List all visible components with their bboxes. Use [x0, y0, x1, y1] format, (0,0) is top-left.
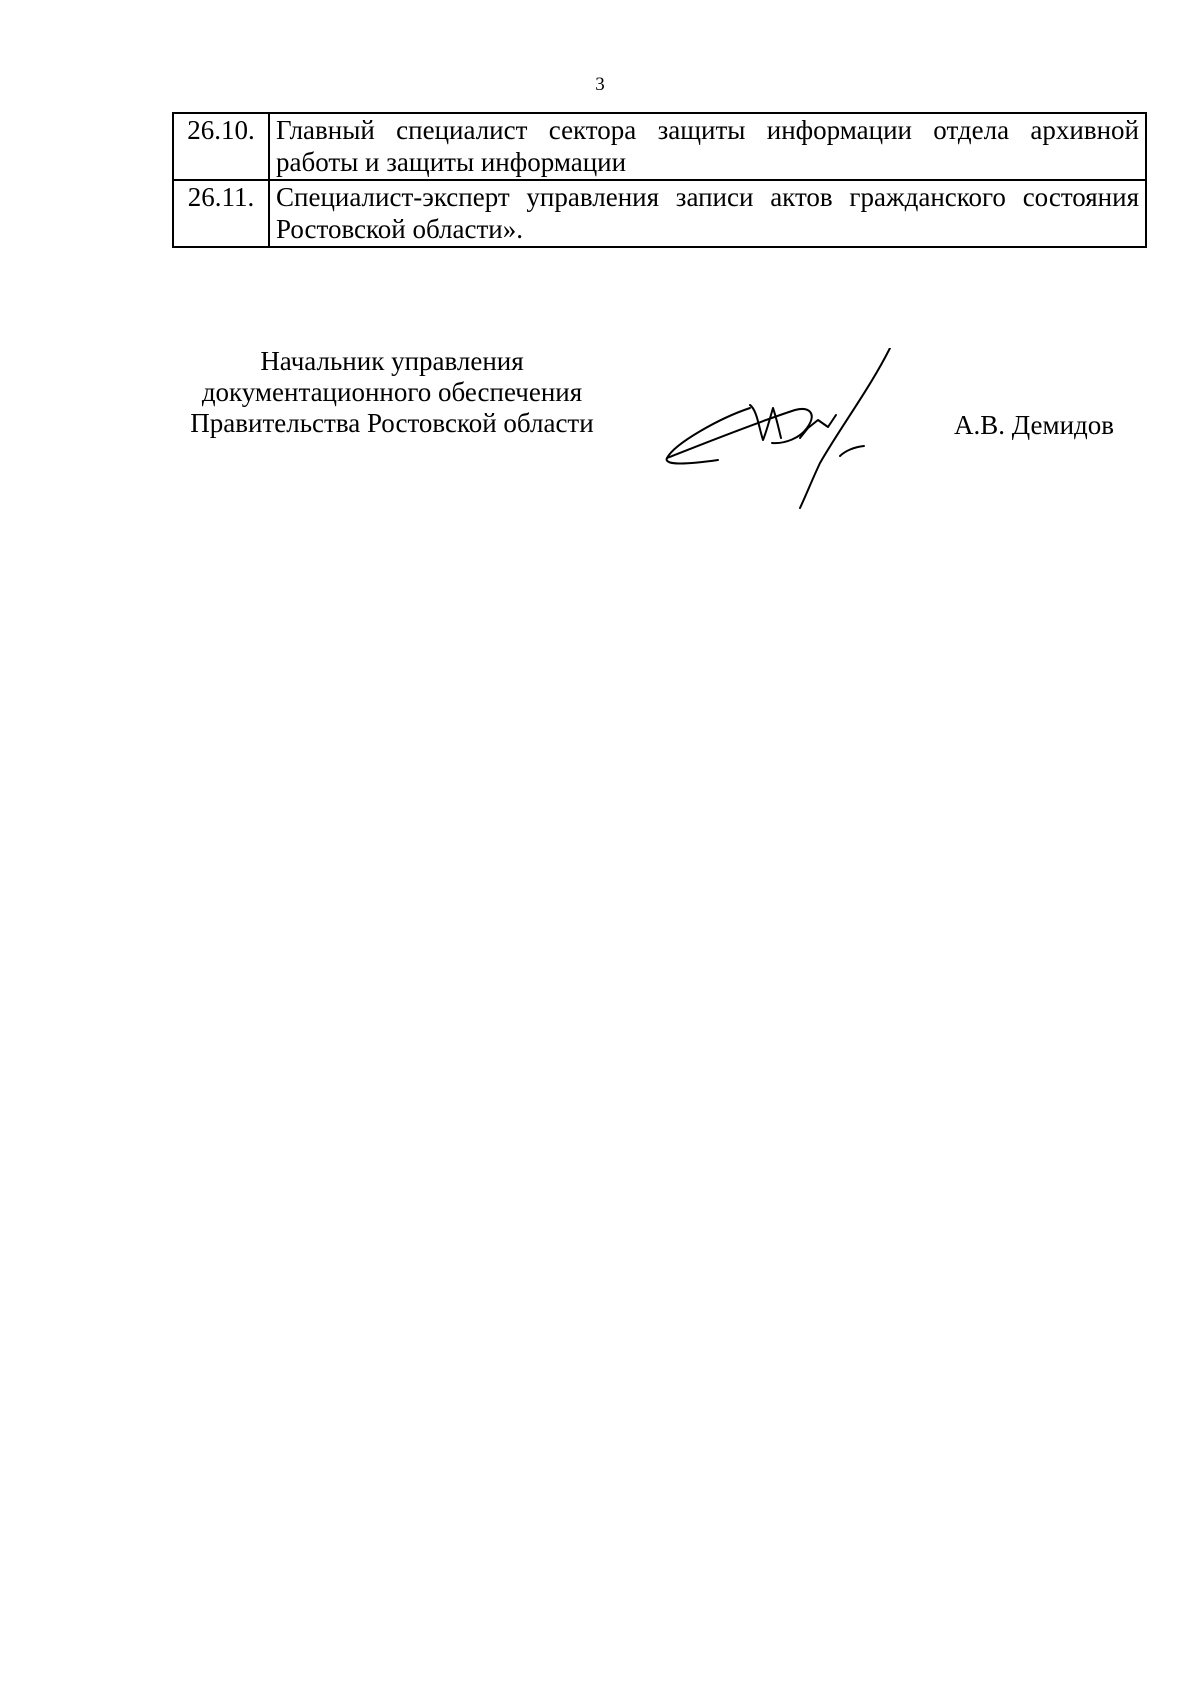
table-row [173, 180, 1146, 247]
signer-title [172, 346, 612, 439]
row-number: 26.11. [173, 180, 269, 247]
signer-name: А.В. Демидов [954, 410, 1115, 440]
signer-title-line-1: Начальник управления [260, 346, 524, 376]
row-number: 26.10. [173, 113, 269, 180]
page-number: 3 [595, 74, 605, 95]
handwritten-signature [660, 348, 960, 518]
positions-table [172, 112, 1147, 248]
signer-title-line-2: документационного обеспечения [201, 377, 583, 407]
position-title: Главный специалист сектора защиты информации отдела архивной работы и защиты информации [269, 113, 1146, 180]
table-row [173, 113, 1146, 180]
signer-title-line-3: Правительства Ростовской области [190, 408, 594, 438]
position-title: Специалист-эксперт управления записи актов гражданского состояния Ростовской области». [269, 180, 1146, 247]
